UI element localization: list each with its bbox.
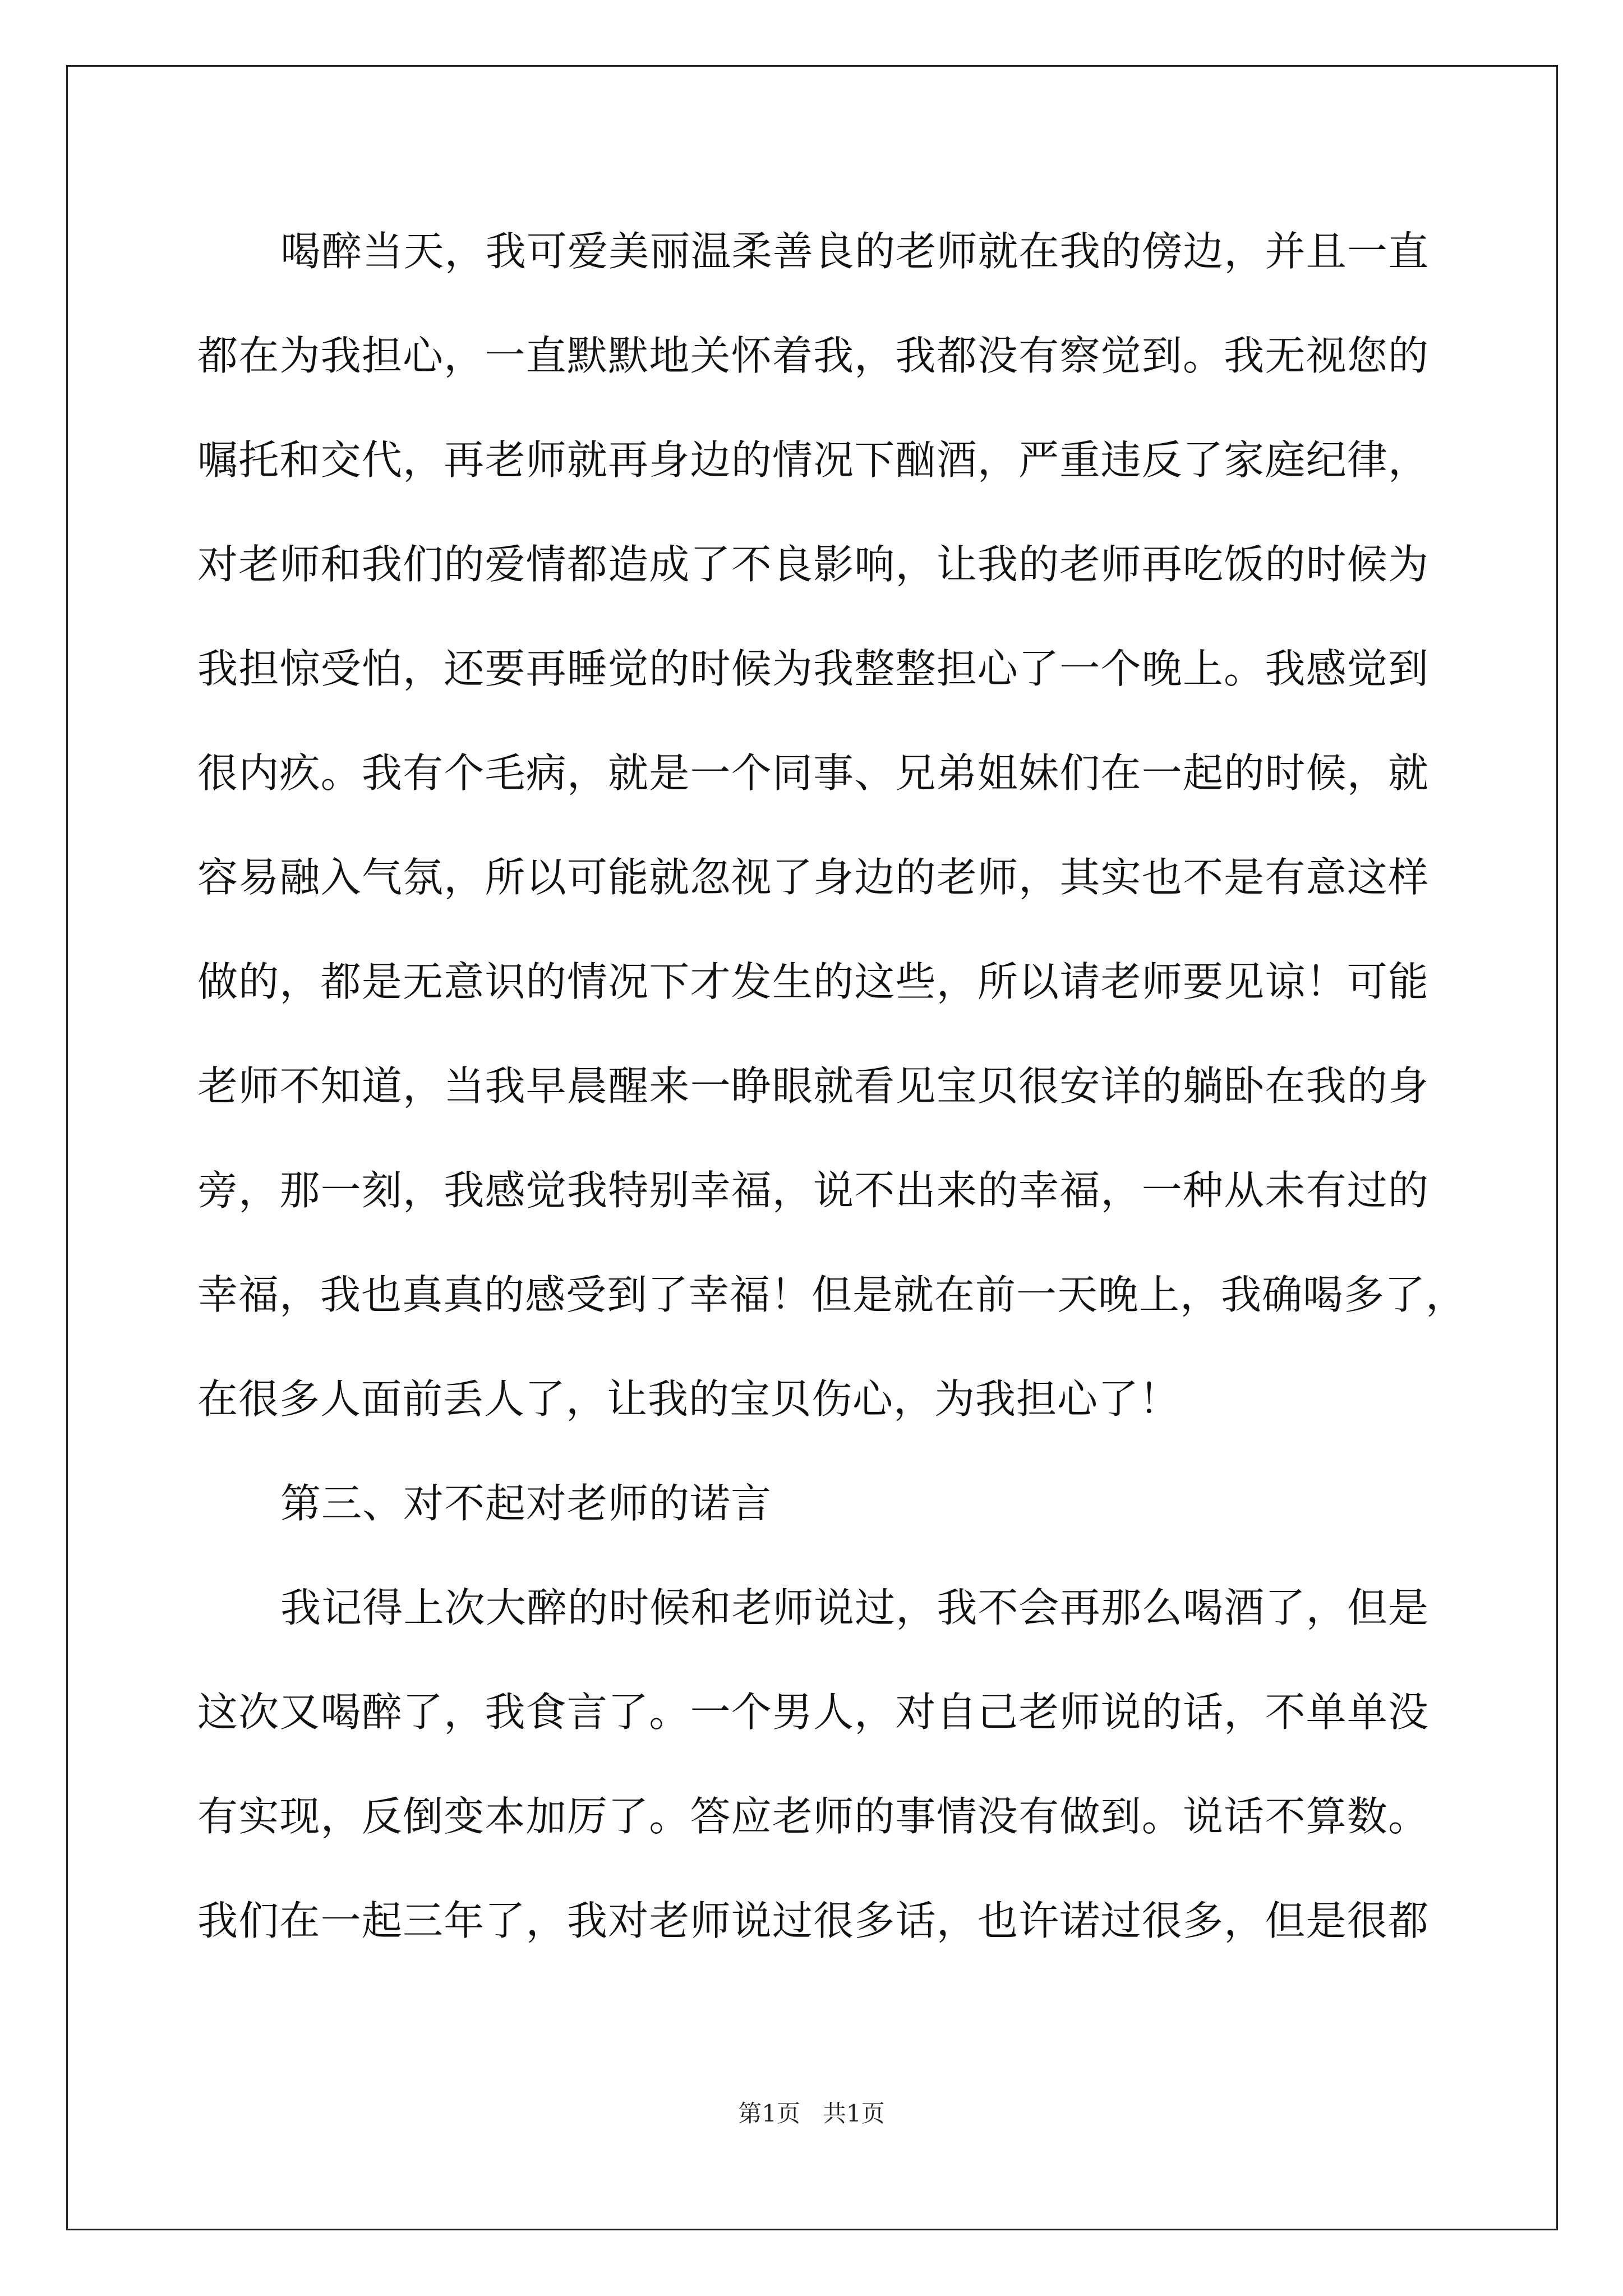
- paragraph-1-line-7: 容易融入气氛，所以可能就忽视了身边的老师，其实也不是有意这样: [197, 854, 1429, 901]
- paragraph-2-line-3: 有实现，反倒变本加厉了。答应老师的事情没有做到。说话不算数。: [197, 1793, 1429, 1840]
- paragraph-2-line-4: 我们在一起三年了，我对老师说过很多话，也许诺过很多，但是很都: [197, 1897, 1429, 1944]
- paragraph-1-line-8: 做的，都是无意识的情况下才发生的这些，所以请老师要见谅！可能: [197, 958, 1429, 1005]
- paragraph-1-line-4: 对老师和我们的爱情都造成了不良影响，让我的老师再吃饭的时候为: [197, 541, 1429, 588]
- section-heading: 第三、对不起对老师的诺言: [280, 1480, 772, 1527]
- paragraph-1-line-2: 都在为我担心，一直默默地关怀着我，我都没有察觉到。我无视您的: [197, 332, 1429, 379]
- paragraph-1-line-5: 我担惊受怕，还要再睡觉的时候为我整整担心了一个晚上。我感觉到: [197, 645, 1429, 692]
- paragraph-2-line-2: 这次又喝醉了，我食言了。一个男人，对自己老师说的话，不单单没: [197, 1688, 1429, 1736]
- paragraph-1-line-9: 老师不知道，当我早晨醒来一睁眼就看见宝贝很安详的躺卧在我的身: [197, 1062, 1429, 1110]
- paragraph-1-line-10: 旁，那一刻，我感觉我特别幸福，说不出来的幸福，一种从未有过的: [197, 1167, 1429, 1214]
- page-total: 共1页: [823, 2100, 885, 2127]
- paragraph-1-line-12: 在很多人面前丢人了，让我的宝贝伤心，为我担心了！: [197, 1375, 1181, 1423]
- paragraph-2-line-1: 我记得上次大醉的时候和老师说过，我不会再那么喝酒了，但是: [280, 1584, 1429, 1631]
- paragraph-1-line-11: 幸福，我也真真的感受到了幸福！但是就在前一天晚上，我确喝多了，: [197, 1271, 1467, 1318]
- paragraph-1-line-1: 喝醉当天，我可爱美丽温柔善良的老师就在我的傍边，并且一直: [280, 228, 1429, 275]
- page-footer: [0, 2098, 1623, 2129]
- paragraph-1-line-6: 很内疚。我有个毛病，就是一个同事、兄弟姐妹们在一起的时候，就: [197, 749, 1429, 797]
- paragraph-1-line-3: 嘱托和交代，再老师就再身边的情况下酗酒，严重违反了家庭纪律，: [197, 436, 1429, 484]
- page-number: 第1页: [738, 2100, 800, 2127]
